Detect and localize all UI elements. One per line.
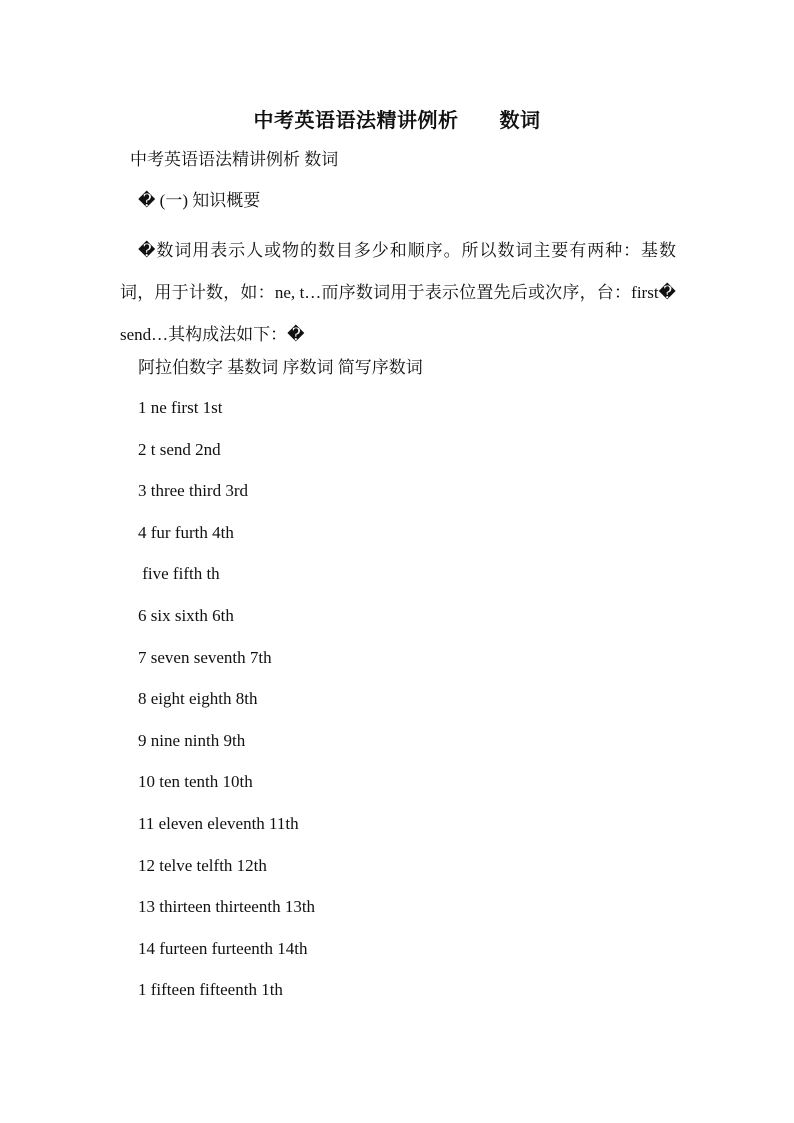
list-item: 4 fur furth 4th [138, 522, 234, 542]
list-item: 7 seven seventh 7th [138, 647, 272, 667]
table-header: 阿拉伯数字 基数词 序数词 简写序数词 [138, 358, 423, 377]
document-subtitle: 中考英语语法精讲例析 数词 [130, 150, 339, 169]
list-item: 3 three third 3rd [138, 481, 248, 501]
list-item: 11 eleven eleventh 11th [138, 813, 299, 833]
document-title: 中考英语语法精讲例析 数词 [253, 110, 541, 132]
list-item: 14 furteen furteenth 14th [138, 938, 308, 958]
intro-paragraph: �数词用表示人或物的数目多少和顺序。所以数词主要有两种：基数词，用于计数，如：ne, t…而序数词用于表示位置先后或次序，台：first� send…其构成法如下：� [120, 241, 676, 344]
list-item: 12 telve telfth 12th [138, 855, 267, 875]
list-item: five fifth th [138, 564, 220, 584]
list-item: 1 ne first 1st [138, 398, 223, 417]
list-item: 10 ten tenth 10th [138, 772, 253, 792]
section-heading: � (一) 知识概要 [138, 191, 261, 210]
numeral-list [138, 398, 315, 1022]
list-item: 13 thirteen thirteenth 13th [138, 897, 316, 917]
list-item: 1 fifteen fifteenth 1th [138, 980, 283, 1000]
list-item: 9 nine ninth 9th [138, 730, 246, 750]
list-item: 8 eight eighth 8th [138, 689, 258, 709]
list-item: 6 six sixth 6th [138, 605, 234, 625]
list-item: 2 t send 2nd [138, 439, 221, 459]
